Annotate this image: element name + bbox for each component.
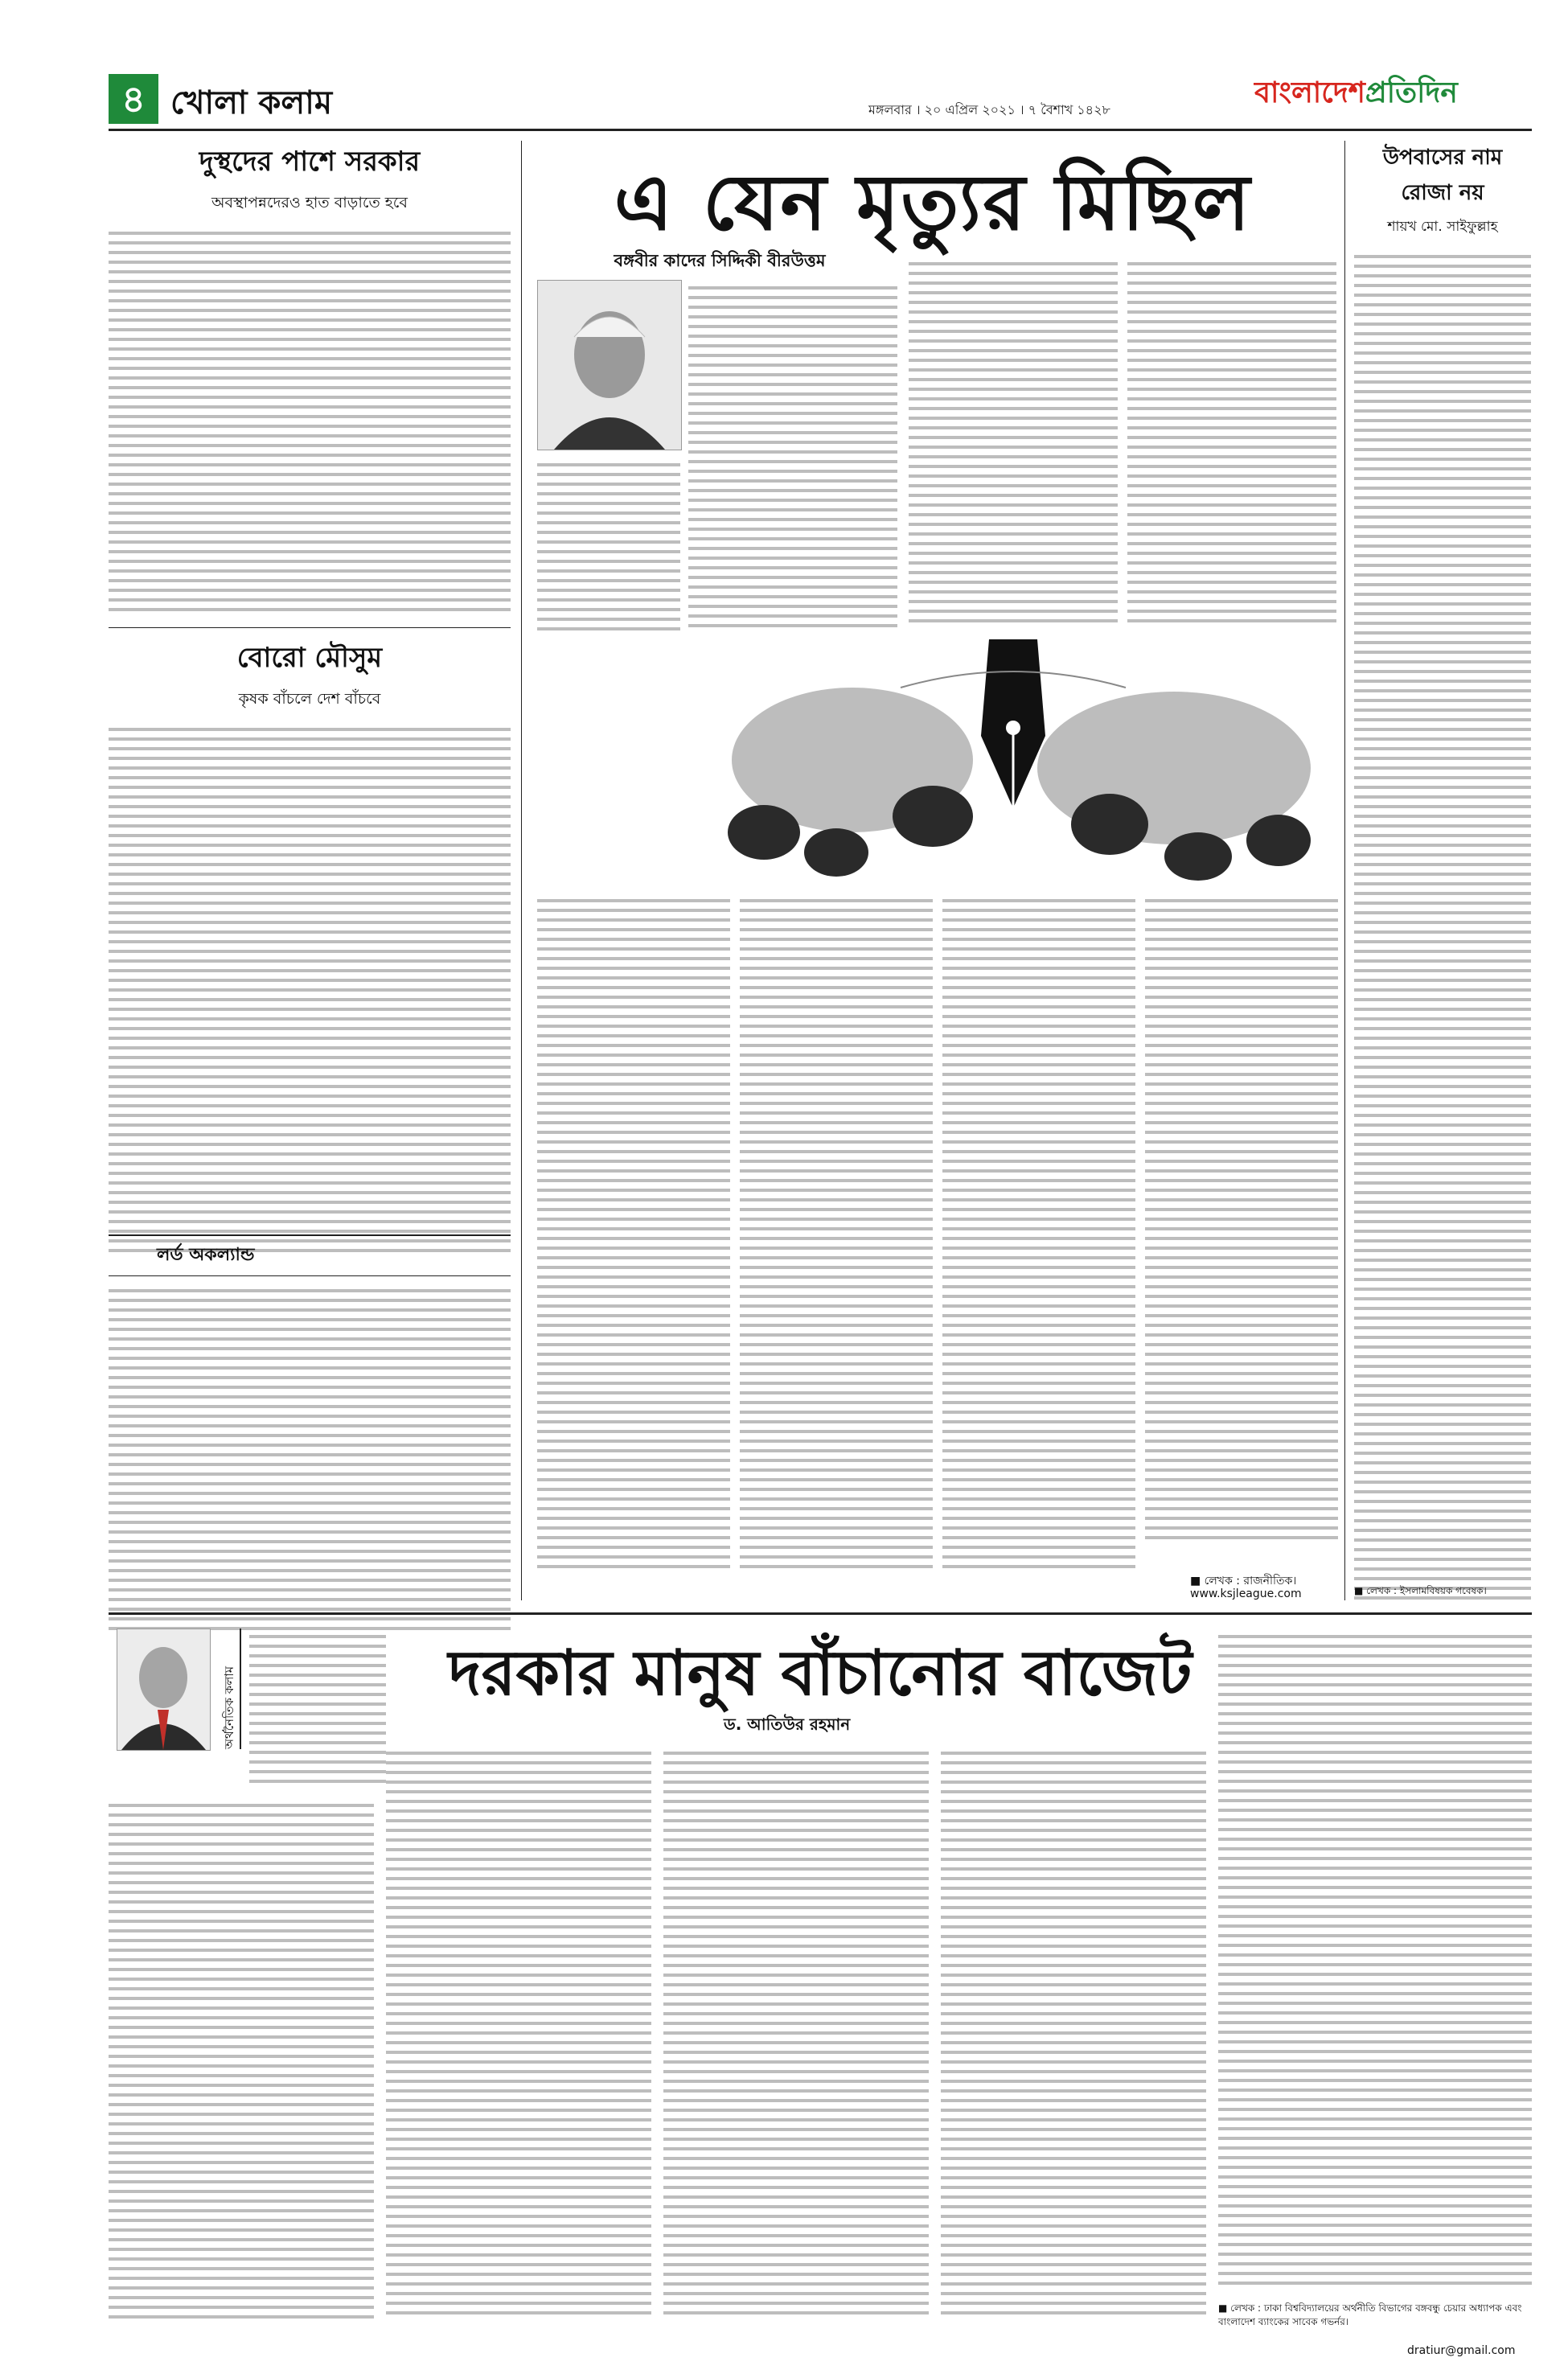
bio-body <box>109 1283 511 1645</box>
lead-col-1b <box>537 457 680 634</box>
right-title-1: উপবাসের নাম <box>1382 146 1503 170</box>
lead-col-6 <box>942 893 1135 1600</box>
editorial-2-subhead: কৃষক বাঁচলে দেশ বাঁচবে <box>238 690 381 708</box>
right-footer: ■ লেখক : ইসলামবিষয়ক গবেষক। <box>1354 1585 1487 1596</box>
masthead-rule <box>109 129 1532 131</box>
editorial-2-headline: বোরো মৌসুম <box>236 642 383 674</box>
author-photo <box>537 280 682 450</box>
bio-box <box>109 1234 511 1645</box>
lead-col-5 <box>740 893 933 1600</box>
lead-col-4 <box>537 893 730 1600</box>
section-rule <box>109 1612 1532 1615</box>
editorial-2 <box>109 637 511 1252</box>
editorial-2-body <box>109 721 511 1252</box>
page-number: ৪ <box>121 77 146 121</box>
bottom-col-3 <box>663 1745 929 2344</box>
lead-col-2 <box>909 256 1118 634</box>
bottom-email[interactable]: dratiur@gmail.com <box>1407 2344 1516 2357</box>
editorial-1-headline: দুস্থদের পাশে সরকার <box>199 146 421 178</box>
bio-title-bar <box>109 1234 511 1276</box>
page-number-box <box>109 74 158 124</box>
right-body <box>1354 248 1531 1608</box>
right-title-2: রোজা নয় <box>1401 181 1484 205</box>
author-photo-bottom <box>117 1629 211 1751</box>
lead-col-7 <box>1145 893 1338 1568</box>
editorial-1-subhead: অবস্থাপন্নদেরও হাত বাড়াতে হবে <box>211 194 408 212</box>
section-title: খোলা কলাম <box>170 84 333 121</box>
col-divider-2 <box>1344 141 1345 1600</box>
editorial-1 <box>109 141 511 635</box>
lead-headline: এ যেন মৃত্যুর মিছিল <box>614 158 1252 248</box>
bottom-author: ড. আতিউর রহমান <box>724 1715 851 1734</box>
column-tag: অর্থনৈতিক কলাম <box>219 1629 241 1749</box>
logo-text-right: প্রতিদিন <box>1365 76 1458 109</box>
divider <box>109 627 511 628</box>
bottom-col-2 <box>386 1745 651 2344</box>
right-author: শায়খ মো. সাইফুল্লাহ <box>1387 219 1498 235</box>
bottom-footer: ■ লেখক : ঢাকা বিশ্ববিদ্যালয়ের অর্থনীতি বিভাগের বঙ্গবন্ধু চেয়ার অধ্যাপক এবং বাংলাদেশ ব্যাংকের সাবেক গভর্নর। <box>1218 2302 1522 2327</box>
pen-nib-icon <box>981 639 1045 808</box>
logo-text-left: বাংলাদেশ <box>1254 76 1365 109</box>
right-article <box>1354 141 1531 1608</box>
bottom-headline: দরকার মানুষ বাঁচানোর বাজেট <box>448 1637 1192 1710</box>
bottom-col-4 <box>941 1745 1206 2344</box>
bottom-intro <box>249 1629 386 1789</box>
lead-footer: ■ লেখক : রাজনীতিক। <box>1190 1575 1297 1587</box>
lead-footer-site[interactable]: www.ksjleague.com <box>1190 1587 1302 1600</box>
lead-author: বঙ্গবীর কাদের সিদ্দিকী বীরউত্তম <box>614 251 826 270</box>
paper-logo[interactable] <box>1254 71 1528 119</box>
lead-col-1 <box>688 280 897 634</box>
date-line: মঙ্গলবার । ২০ এপ্রিল ২০২১ । ৭ বৈশাখ ১৪২৮ <box>868 102 1110 117</box>
col-divider-1 <box>521 141 522 1600</box>
lead-illustration <box>692 639 1335 881</box>
editorial-1-body <box>109 225 511 635</box>
bottom-col-5 <box>1218 1629 1532 2296</box>
lead-col-3 <box>1127 256 1336 634</box>
bottom-col-1 <box>109 1797 374 2344</box>
bio-title: লর্ড অকল্যান্ড <box>157 1245 255 1265</box>
